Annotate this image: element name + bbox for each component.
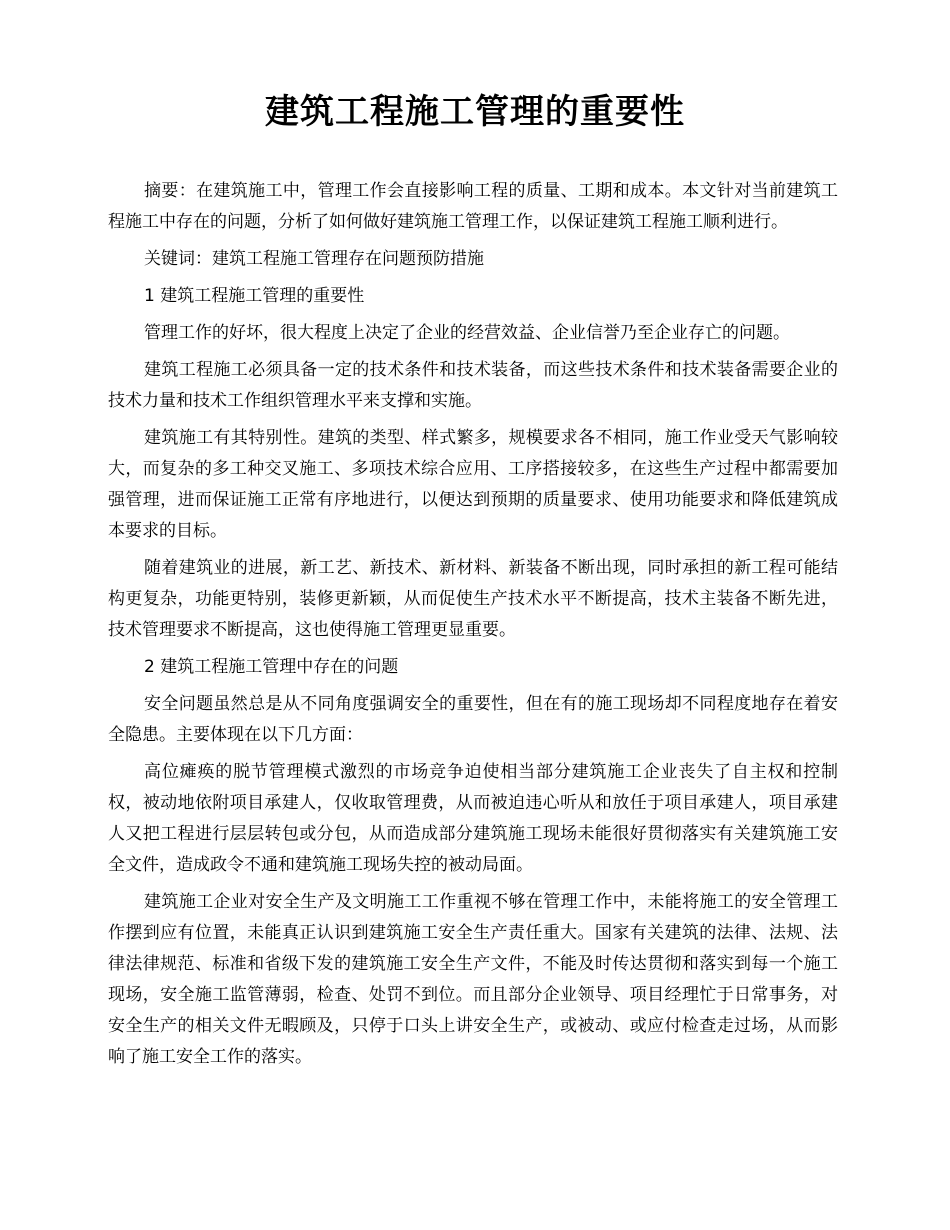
section-heading-2: 2 建筑工程施工管理中存在的问题 <box>144 657 399 677</box>
body-paragraph: 安全问题虽然总是从不同角度强调安全的重要性，但在有的施工现场却不同程度地存在着安全隐患。主要体现在以下几方面： <box>108 694 838 745</box>
document-body <box>108 176 838 1079</box>
body-paragraph: 建筑施工有其特别性。建筑的类型、样式繁多，规模要求各不相同，施工作业受天气影响较大，而复杂的多工种交叉施工、多项技术综合应用、工序搭接较多，在这些生产过程中都需要加强管理，进而保证施工正常有序地进行，以便达到预期的质量要求、使用功能要求和降低建筑成本要求的目标。 <box>108 428 838 541</box>
abstract-paragraph: 摘要：在建筑施工中，管理工作会直接影响工程的质量、工期和成本。本文针对当前建筑工程施工中存在的问题，分析了如何做好建筑施工管理工作，以保证建筑工程施工顺利进行。 <box>108 181 838 232</box>
body-paragraph: 随着建筑业的进展，新工艺、新技术、新材料、新装备不断出现，同时承担的新工程可能结构更复杂，功能更特别，装修更新颖，从而促使生产技术水平不断提高，技术主装备不断先进，技术管理要求不断提高，这也使得施工管理更显重要。 <box>108 558 838 640</box>
body-paragraph: 高位瘫痪的脱节管理模式激烈的市场竞争迫使相当部分建筑施工企业丧失了自主权和控制权，被动地依附项目承建人，仅收取管理费，从而被迫违心听从和放任于项目承建人，项目承建人又把工程进行层层转包或分包，从而造成部分建筑施工现场未能很好贯彻落实有关建筑施工安全文件，造成政令不通和建筑施工现场失控的被动局面。 <box>108 762 838 875</box>
page-title: 建筑工程施工管理的重要性 <box>265 92 685 132</box>
body-paragraph: 建筑工程施工必须具备一定的技术条件和技术装备，而这些技术条件和技术装备需要企业的技术力量和技术工作组织管理水平来支撑和实施。 <box>108 360 838 411</box>
body-paragraph: 建筑施工企业对安全生产及文明施工工作重视不够在管理工作中，未能将施工的安全管理工作摆到应有位置，未能真正认识到建筑施工安全生产责任重大。国家有关建筑的法律、法规、法律法律规范、标准和省级下发的建筑施工安全生产文件，不能及时传达贯彻和落实到每一个施工现场，安全施工监管薄弱，检查、处罚不到位。而且部分企业领导、项目经理忙于日常事务，对安全生产的相关文件无暇顾及，只停于口头上讲安全生产，或被动、或应付检查走过场，从而影响了施工安全工作的落实。 <box>108 892 838 1067</box>
keywords-paragraph: 关键词：建筑工程施工管理存在问题预防措施 <box>144 249 484 269</box>
body-paragraph: 管理工作的好坏，很大程度上决定了企业的经营效益、企业信誉乃至企业存亡的问题。 <box>144 323 790 343</box>
section-heading-1: 1 建筑工程施工管理的重要性 <box>144 286 365 306</box>
